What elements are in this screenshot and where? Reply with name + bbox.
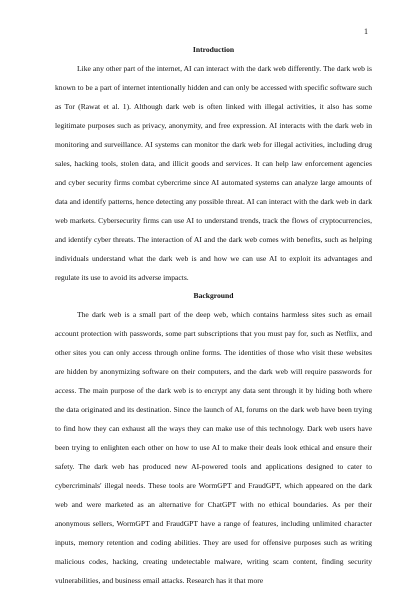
background-heading: Background	[193, 291, 234, 300]
page-number: 1	[364, 27, 368, 36]
introduction-paragraph: Like any other part of the internet, AI can interact with the dark web differently. The dark web is known to be a part of internet intentionally hidden and can only be accessed with specific software such as Tor (Rawat et al. 1). Although dark web is often linked with illegal activities, it also has some legitimate purposes such as privacy, anonymity, and free expression. AI interacts with the dark web in monitoring and surveillance. AI systems can monitor the dark web for illegal activities, including drug sales, hacking tools, stolen data, and illicit goods and services. It can help law enforcement agencies and cyber security firms combat cybercrime since AI automated systems can analyze large amounts of data and identify patterns, hence detecting any possible threat. AI can interact with the dark web in dark web markets. Cybersecurity firms can use AI to understand trends, track the flows of cryptocurrencies, and identify cyber threats. The interaction of AI and the dark web comes with benefits, such as helping individuals understand what the dark web is and how we can use AI to exploit its advantages and regulate its use to avoid its adverse impacts.	[55, 64, 372, 282]
introduction-heading: Introduction	[192, 45, 235, 54]
background-paragraph: The dark web is a small part of the deep web, which contains harmless sites such as email account protection with passwords, some part subscriptions that you must pay for, such as Netflix, and other sites you can only access through online forms. The identities of those who visit these websites are hidden by anonymizing software on their computers, and the dark web will require passwords for access. The main purpose of the dark web is to encrypt any data sent through it by hiding both where the data originated and its destination. Since the launch of AI, forums on the dark web have been trying to find how they can exhaust all the ways they can make use of this technology. Dark web users have been trying to enlighten each other on how to use AI to make their deals look ethical and ensure their safety. The dark web has produced new AI-powered tools and applications designed to cater to cybercriminals' illegal needs. These tools are WormGPT and FraudGPT, which appeared on the dark web and were marketed as an alternative for ChatGPT with no ethical boundaries. As per their anonymous sellers, WormGPT and FraudGPT have a range of features, including unlimited character inputs, memory retention and coding abilities. They are used for offensive purposes such as writing malicious codes, hacking, creating undetectable malware, writing scam content, finding security vulnerabilities, and business email attacks. Research has it that more	[55, 310, 372, 585]
